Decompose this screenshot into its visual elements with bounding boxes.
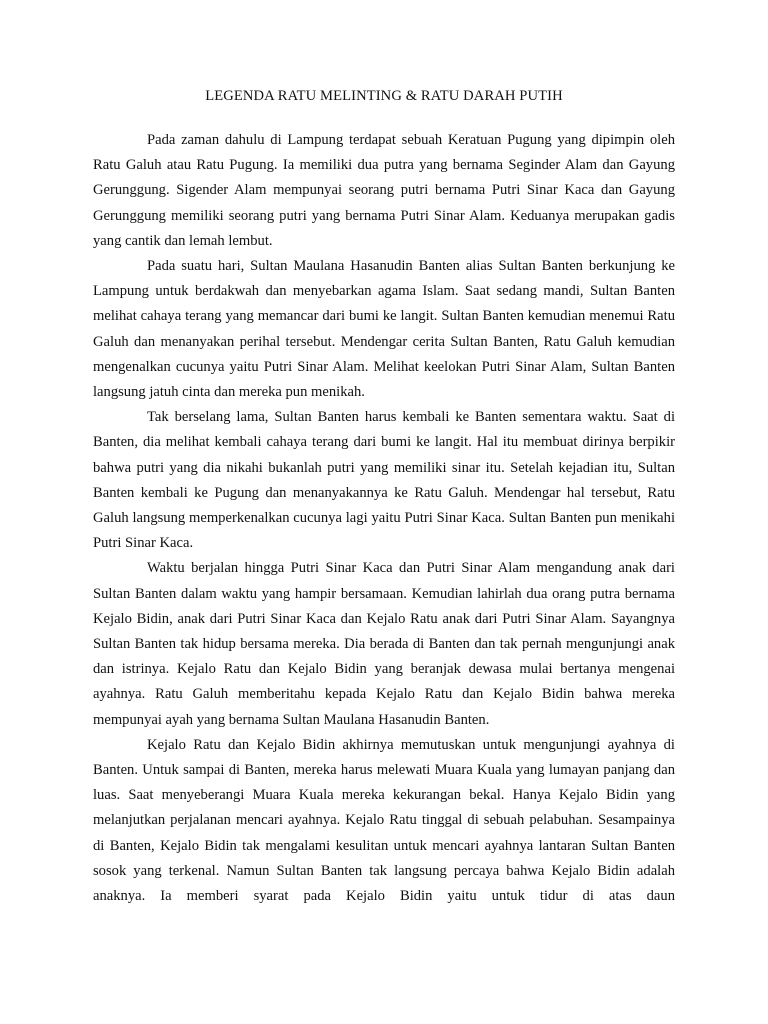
paragraph-2: Pada suatu hari, Sultan Maulana Hasanudin Banten alias Sultan Banten berkunjung ke Lampung untuk berdakwah dan menyebarkan agama Islam. Saat sedang mandi, Sultan Banten melihat cahaya terang yang memancar dari bumi ke langit. Sultan Banten kemudian menemui Ratu Galuh dan menanyakan perihal tersebut. Mendengar cerita Sultan Banten, Ratu Galuh kemudian mengenalkan cucunya yaitu Putri Sinar Alam. Melihat keelokan Putri Sinar Alam, Sultan Banten langsung jatuh cinta dan mereka pun menikah. (93, 258, 675, 401)
paragraph-5: Kejalo Ratu dan Kejalo Bidin akhirnya memutuskan untuk mengunjungi ayahnya di Banten. Untuk sampai di Banten, mereka harus melewati Muara Kuala yang lumayan panjang dan luas. Saat menyeberangi Muara Kuala mereka kekurangan bekal. Hanya Kejalo Bidin yang melanjutkan perjalanan mencari ayahnya. Kejalo Ratu tinggal di sebuah pelabuhan. Sesampainya di Banten, Kejalo Bidin tak mengalami kesulitan untuk mencari ayahnya lantaran Sultan Banten sosok yang terkenal. Namun Sultan Banten tak langsung percaya bahwa Kejalo Bidin adalah anaknya. Ia memberi syarat pada Kejalo Bidin yaitu untuk tidur di atas daun (93, 736, 675, 905)
document-title: LEGENDA RATU MELINTING & RATU DARAH PUTIH (205, 88, 563, 104)
paragraph-1: Pada zaman dahulu di Lampung terdapat sebuah Keratuan Pugung yang dipimpin oleh Ratu Galuh atau Ratu Pugung. Ia memiliki dua putra yang bernama Seginder Alam dan Gayung Gerunggung. Sigender Alam mempunyai seorang putri bernama Putri Sinar Kaca dan Gayung Gerunggung memiliki seorang putri yang bernama Putri Sinar Alam. Keduanya merupakan gadis yang cantik dan lemah lembut. (93, 132, 675, 249)
document-body (93, 128, 675, 909)
paragraph-3: Tak berselang lama, Sultan Banten harus kembali ke Banten sementara waktu. Saat di Banten, dia melihat kembali cahaya terang dari bumi ke langit. Hal itu membuat dirinya berpikir bahwa putri yang dia nikahi bukanlah putri yang memiliki sinar itu. Setelah kejadian itu, Sultan Banten kembali ke Pugung dan menanyakannya ke Ratu Galuh. Mendengar hal tersebut, Ratu Galuh langsung memperkenalkan cucunya lagi yaitu Putri Sinar Kaca. Sultan Banten pun menikahi Putri Sinar Kaca. (93, 409, 675, 552)
paragraph-4: Waktu berjalan hingga Putri Sinar Kaca dan Putri Sinar Alam mengandung anak dari Sultan Banten dalam waktu yang hampir bersamaan. Kemudian lahirlah dua orang putra bernama Kejalo Bidin, anak dari Putri Sinar Kaca dan Kejalo Ratu anak dari Putri Sinar Alam. Sayangnya Sultan Banten tak hidup bersama mereka. Dia berada di Banten dan tak pernah mengunjungi anak dan istrinya. Kejalo Ratu dan Kejalo Bidin yang beranjak dewasa mulai bertanya mengenai ayahnya. Ratu Galuh memberitahu kepada Kejalo Ratu dan Kejalo Bidin bahwa mereka mempunyai ayah yang bernama Sultan Maulana Hasanudin Banten. (93, 560, 675, 728)
